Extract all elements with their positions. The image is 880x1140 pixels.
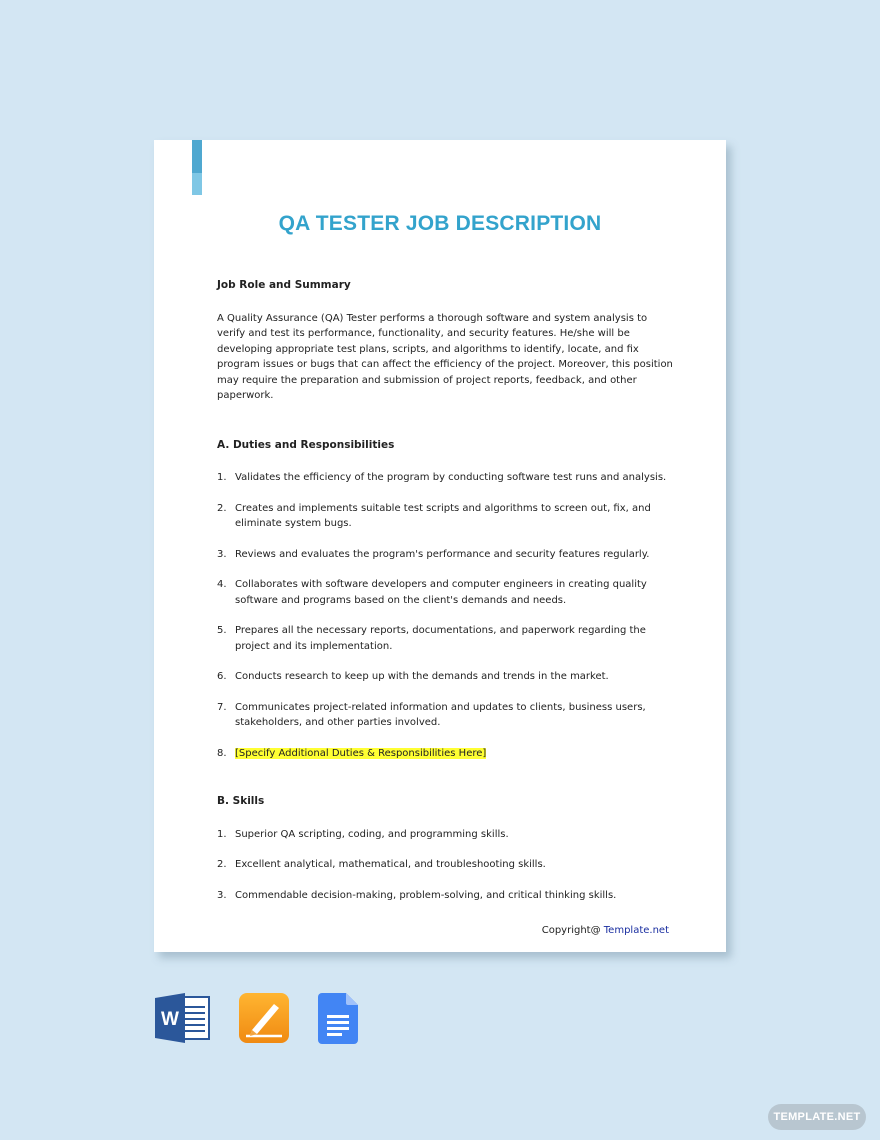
list-item: 5. Prepares all the necessary reports, documentations, and paperwork regarding the project and its implementation.: [217, 625, 646, 652]
list-item: 2. Creates and implements suitable test scripts and algorithms to screen out, fix, and eliminate system bugs.: [217, 502, 651, 529]
pages-app-icon[interactable]: [238, 992, 290, 1044]
list-item: 3. Reviews and evaluates the program's performance and security features regularly.: [217, 548, 650, 560]
word-app-icon[interactable]: [155, 993, 211, 1043]
document-content: [217, 278, 677, 903]
google-docs-icon[interactable]: [318, 993, 358, 1044]
summary-text: A Quality Assurance (QA) Tester performs a thorough software and system analysis to verify and test its performance, functionality, and security features. He/she will be developing appropriate test plans, scripts, and algorithms to identify, locate, and fix program issues or bugs that can affect the efficiency of the project. Moreover, this position may require the preparation and submission of project reports, feedback, and other paperwork.: [217, 312, 673, 401]
list-item: 8. [Specify Additional Duties & Responsibilities Here]: [217, 747, 487, 759]
placeholder-highlight: [Specify Additional Duties & Responsibilities Here]: [235, 747, 487, 759]
duties-list: [217, 470, 677, 761]
skills-list: [217, 827, 677, 904]
list-item: 1. Validates the efficiency of the program by conducting software test runs and analysis.: [217, 472, 667, 483]
copyright-line: Copyright@ Template.net: [541, 925, 669, 936]
template-net-link[interactable]: Template.net: [603, 925, 669, 936]
list-item: 4. Collaborates with software developers and computer engineers in creating quality software and programs based on the client's demands and needs.: [217, 579, 647, 606]
document-page: [154, 140, 726, 952]
skills-heading: B. Skills: [217, 795, 265, 807]
duties-heading: A. Duties and Responsibilities: [217, 438, 395, 451]
word-letter: W: [161, 1009, 179, 1030]
list-item: 1. Superior QA scripting, coding, and programming skills.: [217, 828, 509, 840]
list-item: 7. Communicates project-related information and updates to clients, business users, stakeholders, and other parties involved.: [217, 701, 646, 728]
document-title: QA TESTER JOB DESCRIPTION: [278, 212, 602, 235]
list-item: 6. Conducts research to keep up with the demands and trends in the market.: [217, 671, 609, 682]
accent-bar-top: [192, 140, 202, 173]
list-item: 2. Excellent analytical, mathematical, and troubleshooting skills.: [217, 859, 546, 870]
accent-bar-bottom: [192, 173, 202, 195]
summary-heading: Job Role and Summary: [217, 279, 351, 291]
template-net-badge[interactable]: TEMPLATE.NET: [768, 1104, 866, 1130]
list-item: 3. Commendable decision-making, problem-solving, and critical thinking skills.: [217, 889, 617, 901]
